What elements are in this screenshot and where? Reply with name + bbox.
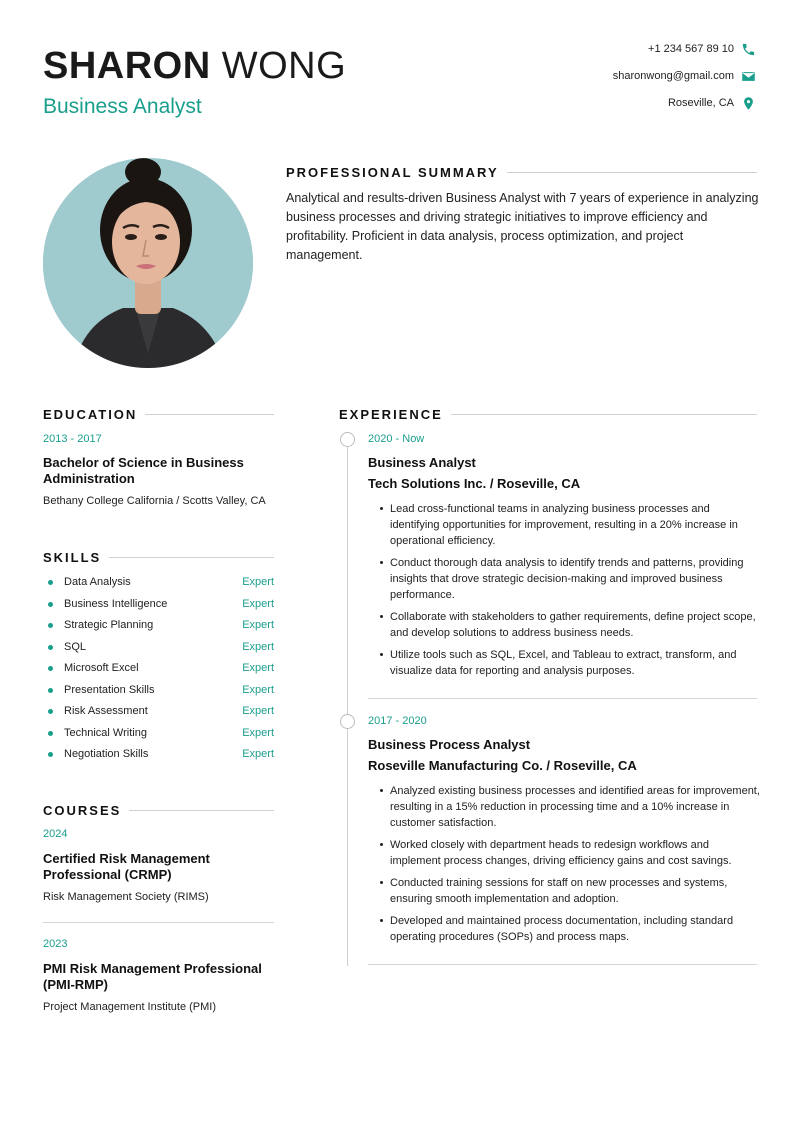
job-dates: 2017 - 2020	[368, 715, 427, 727]
bullet-dot	[48, 623, 53, 628]
skill-name: Risk Assessment	[64, 705, 148, 717]
heading-rule	[507, 172, 757, 173]
profile-photo	[43, 158, 253, 368]
timeline-node	[340, 714, 355, 729]
job-role: Business Process Analyst	[368, 737, 531, 752]
job-role: Business Analyst	[368, 455, 476, 470]
job-bullet: Worked closely with department heads to redesign workflows and implement process changes, driving efficiency gains and cost savings.	[380, 837, 760, 869]
job-bullet: Analyzed existing business processes and identified areas for improvement, resulting in a 15% reduction in processing time and a 10% increase in customer satisfaction.	[380, 783, 760, 831]
skill-name: Presentation Skills	[64, 684, 155, 696]
job-bullet: Collaborate with stakeholders to gather requirements, define project scope, and develop solutions to address business needs.	[380, 609, 760, 641]
skill-level: Expert	[242, 576, 274, 588]
location-text: Roseville, CA	[667, 97, 734, 109]
course-name: PMI Risk Management Professional (PMI-RMP)	[43, 961, 262, 992]
experience-heading-text: EXPERIENCE	[339, 406, 443, 422]
heading-rule	[109, 557, 274, 558]
candidate-name	[43, 44, 346, 88]
courses-heading-text: COURSES	[43, 802, 122, 818]
portrait-illustration	[43, 158, 253, 368]
job-bullet: Utilize tools such as SQL, Excel, and Tableau to extract, transform, and visualize data for reporting and analysis purposes.	[380, 647, 760, 679]
job-bullet-list	[380, 501, 760, 685]
bullet-dot	[48, 688, 53, 693]
phone-text: +1 234 567 89 10	[648, 43, 734, 55]
skill-item	[48, 661, 274, 675]
course-divider	[43, 922, 274, 923]
job-dates: 2020 - Now	[368, 433, 425, 445]
job-divider	[368, 964, 757, 965]
skill-name: Technical Writing	[64, 727, 147, 739]
education-heading-text: EDUCATION	[43, 406, 138, 422]
skill-item	[48, 575, 274, 589]
bullet-dot	[48, 580, 53, 585]
heading-rule	[129, 810, 274, 811]
education-school: Bethany College California / Scotts Valley, CA	[43, 495, 266, 507]
skill-item	[48, 683, 274, 697]
skill-level: Expert	[242, 662, 274, 674]
education-dates: 2013 - 2017	[43, 433, 102, 445]
courses-heading	[43, 801, 274, 819]
job-bullet-list	[380, 783, 760, 951]
bullet-dot	[48, 645, 53, 650]
skill-name: SQL	[64, 641, 87, 653]
skill-level: Expert	[242, 705, 274, 717]
skill-name: Negotiation Skills	[64, 748, 149, 760]
skill-name: Strategic Planning	[64, 619, 154, 631]
education-heading	[43, 405, 274, 423]
skill-level: Expert	[242, 748, 274, 760]
last-name: WONG	[221, 45, 347, 87]
skill-name: Data Analysis	[64, 576, 131, 588]
heading-rule	[451, 414, 757, 415]
course-year: 2024	[43, 828, 68, 840]
skill-item	[48, 640, 274, 654]
skill-level: Expert	[242, 684, 274, 696]
job-company: Tech Solutions Inc. / Roseville, CA	[368, 476, 581, 491]
job-bullet: Developed and maintained process documentation, including standard operating procedures (SOPs) and process maps.	[380, 913, 760, 945]
bullet-dot	[48, 709, 53, 714]
skill-level: Expert	[242, 598, 274, 610]
skill-name: Microsoft Excel	[64, 662, 139, 674]
skills-heading	[43, 548, 274, 566]
skill-item	[48, 726, 274, 740]
skill-name: Business Intelligence	[64, 598, 168, 610]
skill-item	[48, 597, 274, 611]
skill-level: Expert	[242, 641, 274, 653]
first-name: SHARON	[43, 45, 211, 87]
experience-heading	[339, 405, 757, 423]
bullet-dot	[48, 666, 53, 671]
summary-heading	[286, 163, 757, 181]
skill-level: Expert	[242, 619, 274, 631]
skill-item	[48, 747, 274, 761]
phone-icon	[741, 42, 756, 57]
course-name: Certified Risk Management Professional (CRMP)	[43, 851, 210, 882]
summary-text: Analytical and results-driven Business Analyst with 7 years of experience in analyzing business processes and driving strategic initiatives to improve efficiency and profitability. Proficient in data analysis, process optimization, and project management.	[286, 191, 759, 262]
experience-timeline	[347, 446, 348, 966]
job-title: Business Analyst	[43, 95, 202, 118]
contact-phone	[648, 39, 756, 59]
summary-heading-text: PROFESSIONAL SUMMARY	[286, 164, 499, 180]
contact-email	[613, 66, 756, 86]
bullet-dot	[48, 731, 53, 736]
skill-level: Expert	[242, 727, 274, 739]
skills-heading-text: SKILLS	[43, 549, 102, 565]
course-year: 2023	[43, 938, 68, 950]
timeline-node	[340, 432, 355, 447]
email-text: sharonwong@gmail.com	[612, 70, 734, 82]
job-bullet: Lead cross-functional teams in analyzing business processes and identifying opportunities for improvement, resulting in a 20% increase in operational efficiency.	[380, 501, 760, 549]
education-degree: Bachelor of Science in Business Administration	[43, 455, 244, 486]
course-org: Risk Management Society (RIMS)	[43, 891, 209, 903]
contact-location	[668, 93, 756, 113]
location-pin-icon	[741, 96, 756, 111]
job-bullet: Conduct thorough data analysis to identify trends and patterns, providing insights that drove strategic decision-making and improved business performance.	[380, 555, 760, 603]
heading-rule	[145, 414, 274, 415]
skill-item	[48, 704, 274, 718]
job-divider	[368, 698, 757, 699]
job-company: Roseville Manufacturing Co. / Roseville, CA	[368, 758, 637, 773]
job-bullet: Conducted training sessions for staff on new processes and systems, ensuring smooth implementation and adoption.	[380, 875, 760, 907]
course-org: Project Management Institute (PMI)	[43, 1001, 217, 1013]
skill-item	[48, 618, 274, 632]
bullet-dot	[48, 602, 53, 607]
mail-icon	[741, 69, 756, 84]
bullet-dot	[48, 752, 53, 757]
